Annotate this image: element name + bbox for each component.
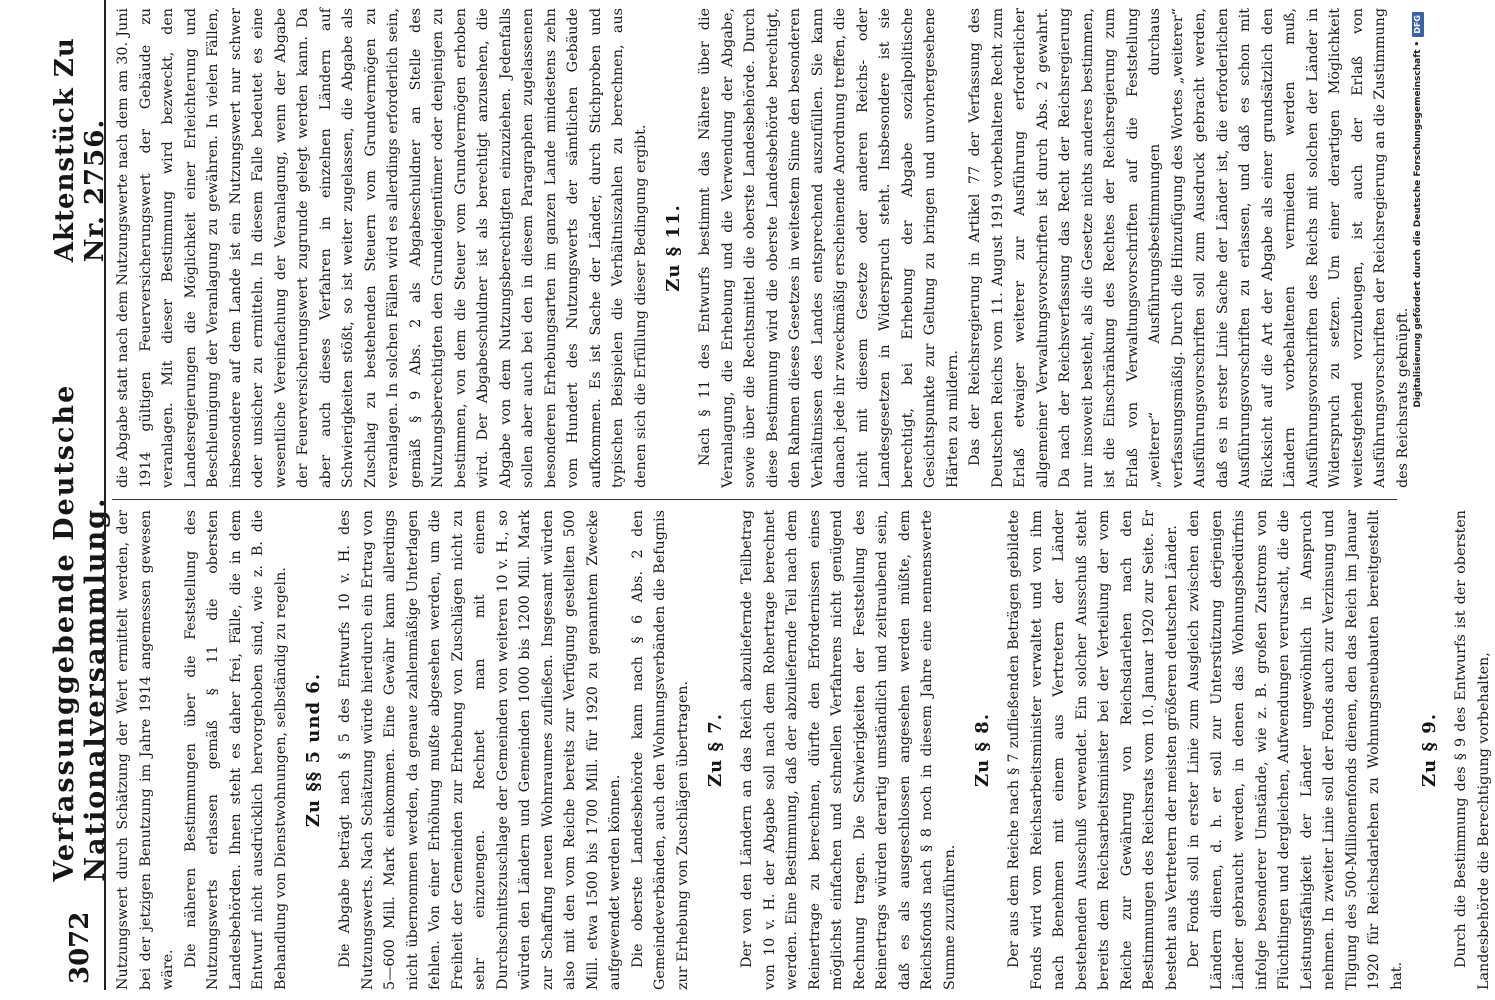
- paragraph: Die näheren Bestimmungen über die Feststellung des Nutzungswerts erlassen gemäß § 11 die obersten Landesbehörden. Ihnen steht es daher frei, Fälle, die in dem Entwurf nicht ausdrücklich hervorgehoben sind, wie z. B. die Behandlung von Dienstwohnungen, selbständig zu regeln.: [182, 510, 289, 990]
- section-heading: Zu §§ 5 und 6.: [303, 672, 324, 828]
- publication-title: Verfassunggebende Deutsche Nationalversammlung.: [49, 383, 111, 882]
- section-heading: Zu § 9.: [1419, 713, 1440, 787]
- paragraph: Der von den Ländern an das Reich abzuliefernde Teilbetrag von 10 v. H. der Abgabe soll nach dem Rohertrage berechnet werden. Eine Bestimmung, daß der abzuliefernde Teil nach dem Reinertrage zu berechnen, dürfte den Erfordernissen eines möglichst einfachen und schnellen Verfahrens nicht genügend Rechnung tragen. Die Schwierigkeiten der Feststellung des Reinertrags würden derartig umständlich und zeitraubend sein, daß es als ausgeschlossen angesehen werden müßte, dem Reichsfonds nach § 8 noch in diesem Jahre eine nennenswerte Summe zuzuführen.: [739, 510, 958, 990]
- document-reference: Aktenstück Zu Nr. 2756.: [50, 37, 110, 263]
- column-divider: [112, 499, 1397, 500]
- digitization-credit: Digitalisierung gefördert durch die Deutsche Forschungsgemeinschaft •: [1413, 40, 1423, 408]
- paragraph: Die oberste Landesbehörde kann nach § 6 Abs. 2 den Gemeindeverbänden, auch den Wohnungsverbänden die Befugnis zur Erhebung von Zuschlägen übertragen.: [629, 510, 691, 990]
- paragraph: Der Fonds soll in erster Linie zum Ausgleich zwischen den Ländern dienen, d. h. er soll zur Unterstützung derjenigen Länder gebraucht werden, in denen das Wohnungsbedürfnis infolge besonderer Umstände, wie z. B. großen Zustroms von Flüchtlingen und dergleichen, Aufwendungen verursacht, die die Leistungsfähigkeit der Länder ungewöhnlich in Anspruch nehmen. In zweiter Linie soll der Fonds auch zur Verzinsung und Tilgung des 500-Millionenfonds dienen, den das Reich im Januar 1920 für Reichsdarlehen zu Wohnungsneubauten bereitgestellt hat.: [1186, 510, 1405, 990]
- paragraph: Nach § 11 des Entwurfs bestimmt das Nähere über die Veranlagung, die Erhebung und die Verwendung der Abgabe, sowie über die Rechtsmittel die oberste Landesbehörde. Durch diese Bestimmung wird die oberste Landesbehörde berechtigt, den Rahmen dieses Gesetzes in weitestem Sinne den besonderen Verhältnissen des Landes entsprechend auszufüllen. Sie kann danach jede ihr zweckmäßig erscheinende Anordnung treffen, die nicht mit diesem Gesetze oder anderen Reichs- oder Landesgesetzen in Widerspruch steht. Insbesondere ist sie berechtigt, bei Erhebung der Abgabe sozialpolitische Gesichtspunkte zur Geltung zu bringen und unvorhergesehene Härten zu mildern.: [697, 8, 961, 488]
- page-number: 3072: [65, 911, 95, 984]
- paragraph: Der aus dem Reiche nach § 7 zufließenden Beträgen gebildete Fonds wird vom Reichsarbeitsminister verwaltet und von ihm nach Benehmen mit einem aus Vertretern der Länder bestehenden Ausschuß verwendet. Ein solcher Ausschuß steht bereits dem Reichsarbeitsminister bei der Verteilung der vom Reiche zur Gewährung von Reichsdarlehen nach den Bestimmungen des Reichsrats vom 10. Januar 1920 zur Seite. Er besteht aus Vertretern der meisten größeren deutschen Länder.: [1006, 510, 1180, 990]
- dfg-logo: DFG: [1412, 12, 1424, 37]
- paragraph: Nutzungswert durch Schätzung der Wert ermittelt werden, der bei der jetzigen Benutzung im Jahre 1914 angemessen gewesen wäre.: [115, 510, 176, 990]
- page-header: [49, 0, 111, 984]
- section-heading: Zu § 7.: [705, 713, 726, 787]
- digitization-note: [1408, 0, 1428, 1000]
- paragraph: die Abgabe statt nach dem Nutzungswerte nach dem am 30. Juni 1914 gültigen Feuerversicherungswert der Gebäude zu veranlagen. Mit dieser Bestimmung wird bezweckt, den Landesregierungen die Möglichkeit einer Erleichterung und Beschleunigung der Veranlagung zu gewähren. In vielen Fällen, insbesondere auf dem Lande ist ein Nutzungswert nur schwer oder unsicher zu ermitteln. In diesem Falle bedeutet es eine wesentliche Vereinfachung der Veranlagung, wenn der Abgabe der Feuerversicherungswert zugrunde gelegt werden kann. Da aber auch dieses Verfahren in einzelnen Ländern auf Schwierigkeiten stößt, so ist weiter zugelassen, die Abgabe als Zuschlag zu bestehenden Steuern vom Grundvermögen zu veranlagen. In solchen Fällen wird es allerdings erforderlich sein, gemäß § 9 Abs. 2 als Abgabeschuldner an Stelle des Nutzungsberechtigten den Grundeigentümer oder denjenigen zu bestimmen, von dem die Steuer vom Grundvermögen erhoben wird. Der Abgabeschuldner ist als berechtigt anzusehen, die Abgabe von dem Nutzungsberechtigten einzuziehen. Jedenfalls sollen aber auch bei den in diesem Paragraphen zugelassenen besonderen Erhebungsarten im ganzen Lande mindestens zehn vom Hundert des Nutzungswerts der sämtlichen Gebäude aufkommen. Es ist Sache der Länder, durch Stichproben und typischen Beispielen die Verhältniszahlen zu berechnen, aus denen sich die Erfüllung dieser Bedingung ergibt.: [115, 8, 649, 488]
- left-column: [112, 510, 1492, 990]
- section-heading: Zu § 8.: [972, 713, 993, 787]
- paragraph: Die Abgabe beträgt nach § 5 des Entwurfs 10 v. H. des Nutzungswerts. Nach Schätzung würde hierdurch ein Ertrag von 5—600 Mill. Mark einkommen. Eine Gewähr kann allerdings nicht übernommen werden, da genaue zahlenmäßige Unterlagen fehlen. Von einer Erhöhung mußte abgesehen werden, um die Freiheit der Gemeinden zur Erhebung von Zuschlägen nicht zu sehr einzuengen. Rechnet man mit einem Durchschnittszuschlage der Gemeinden von weiteren 10 v. H., so würden den Ländern und Gemeinden 1000 bis 1200 Mill. Mark zur Schaffung neuen Wohnraumes zufließen. Insgesamt würden also mit den vom Reiche bereits zur Verfügung gestellten 500 Mill. etwa 1500 bis 1700 Mill. für 1920 zu genanntem Zwecke aufgewendet werden können.: [337, 510, 623, 990]
- right-column: [112, 8, 1411, 488]
- section-heading: Zu § 11.: [663, 204, 684, 292]
- paragraph: Das der Reichsregierung in Artikel 77 der Verfassung des Deutschen Reichs vom 11. August 1919 vorbehaltene Recht zum Erlaß etwaiger weiterer zur Ausführung erforderlicher allgemeiner Verwaltungsvorschriften ist durch Abs. 2 gewahrt. Da nach der Reichsverfassung das Recht der Reichsregierung nur insoweit besteht, als die Gesetze nichts anderes bestimmen, ist die Einschränkung des Rechtes der Reichsregierung zum Erlaß von Verwaltungsvorschriften auf die Feststellung „weiterer“ Ausführungsbestimmungen durchaus verfassungsmäßig. Durch die Hinzufügung des Wortes „weiterer“ Ausführungsvorschriften soll zum Ausdruck gebracht werden, daß es in erster Linie Sache der Länder ist, die erforderlichen Ausführungsvorschriften zu erlassen, und daß es schon mit Rücksicht auf die Art der Abgabe als einer grundsätzlich den Ländern vorbehaltenen vermieden werden muß, Ausführungsvorschriften des Reichs mit solchen der Länder in Widerspruch zu setzen. Um einer derartigen Möglichkeit weitestgehend vorzubeugen, ist auch der Erlaß von Ausführungsvorschriften der Reichsregierung an die Zustimmung des Reichsrats geknüpft.: [967, 8, 1411, 488]
- paragraph: Durch die Bestimmung des § 9 des Entwurfs ist der obersten Landesbehörde die Berechtigung vorbehalten,: [1453, 510, 1492, 990]
- header-rule: [104, 0, 106, 990]
